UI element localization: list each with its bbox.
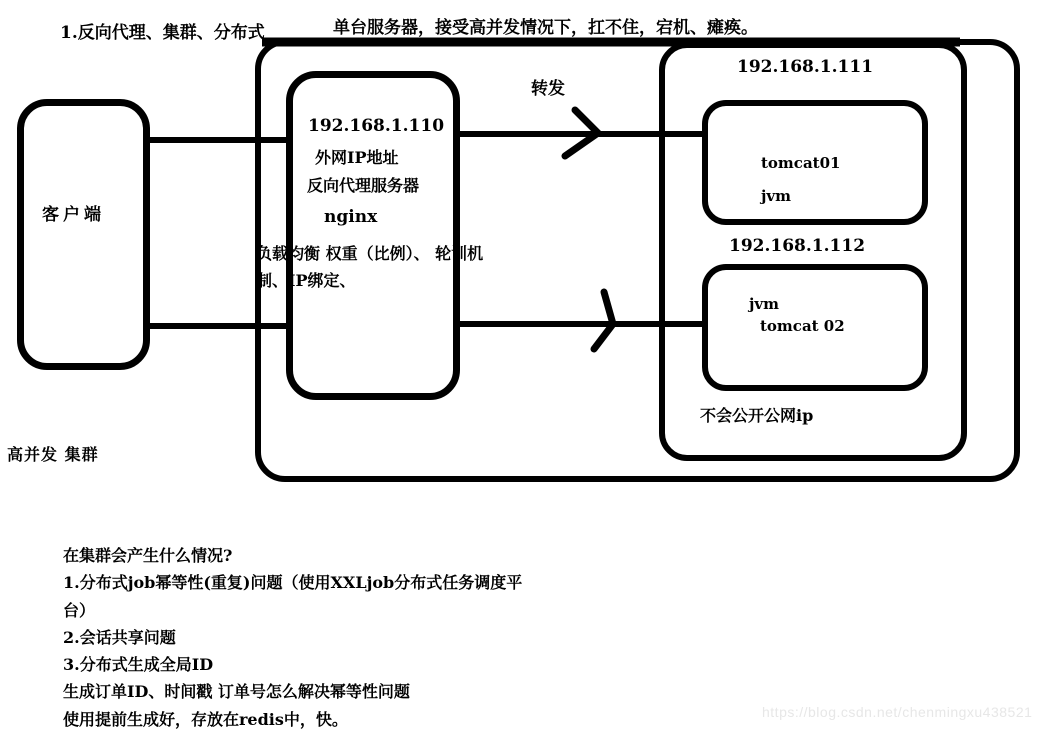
proxy-network-label: 外网IP地址 [315,148,399,167]
server2-ip-label: 192.168.1.112 [729,236,866,256]
note-line: 台） [63,600,96,620]
client-label: 客户端 [42,205,105,225]
private-ip-note: 不会公开公网ip [700,406,814,425]
note-line: 生成订单ID、时间戳 订单号怎么解决幂等性问题 [63,682,410,702]
csdn-watermark: https://blog.csdn.net/chenmingxu438521 [762,704,1033,720]
page-title: 1.反向代理、集群、分布式 [60,23,265,43]
cluster-issues-notes [63,542,522,733]
forward-label: 转发 [531,79,565,99]
note-line: 3.分布式生成全局ID [63,655,214,675]
proxy-software-label: nginx [324,207,378,227]
note-line: 使用提前生成好，存放在redis中，快。 [63,709,348,729]
server2-app-label: tomcat 02 [760,317,845,335]
single-server-note: 单台服务器，接受高并发情况下，扛不住，宕机、瘫痪。 [333,18,758,38]
load-balance-note-line2: 制、IP绑定、 [256,271,356,290]
server2-runtime-label: jvm [749,295,780,313]
cluster-label: 高并发 集群 [7,445,99,464]
server1-app-label: tomcat01 [761,154,841,172]
note-line: 在集群会产生什么情况? [63,546,233,565]
load-balance-note-line1: 负载均衡 权重（比例）、 轮训机 [256,244,484,263]
client-box [17,99,150,370]
note-line: 2.会话共享问题 [63,627,176,647]
note-line: 1.分布式job幂等性(重复)问题（使用XXLjob分布式任务调度平 [63,573,523,593]
server1-ip-label: 192.168.1.111 [737,57,874,77]
proxy-role-label: 反向代理服务器 [307,176,420,195]
server1-runtime-label: jvm [761,187,792,205]
proxy-ip-label: 192.168.1.110 [308,116,445,136]
